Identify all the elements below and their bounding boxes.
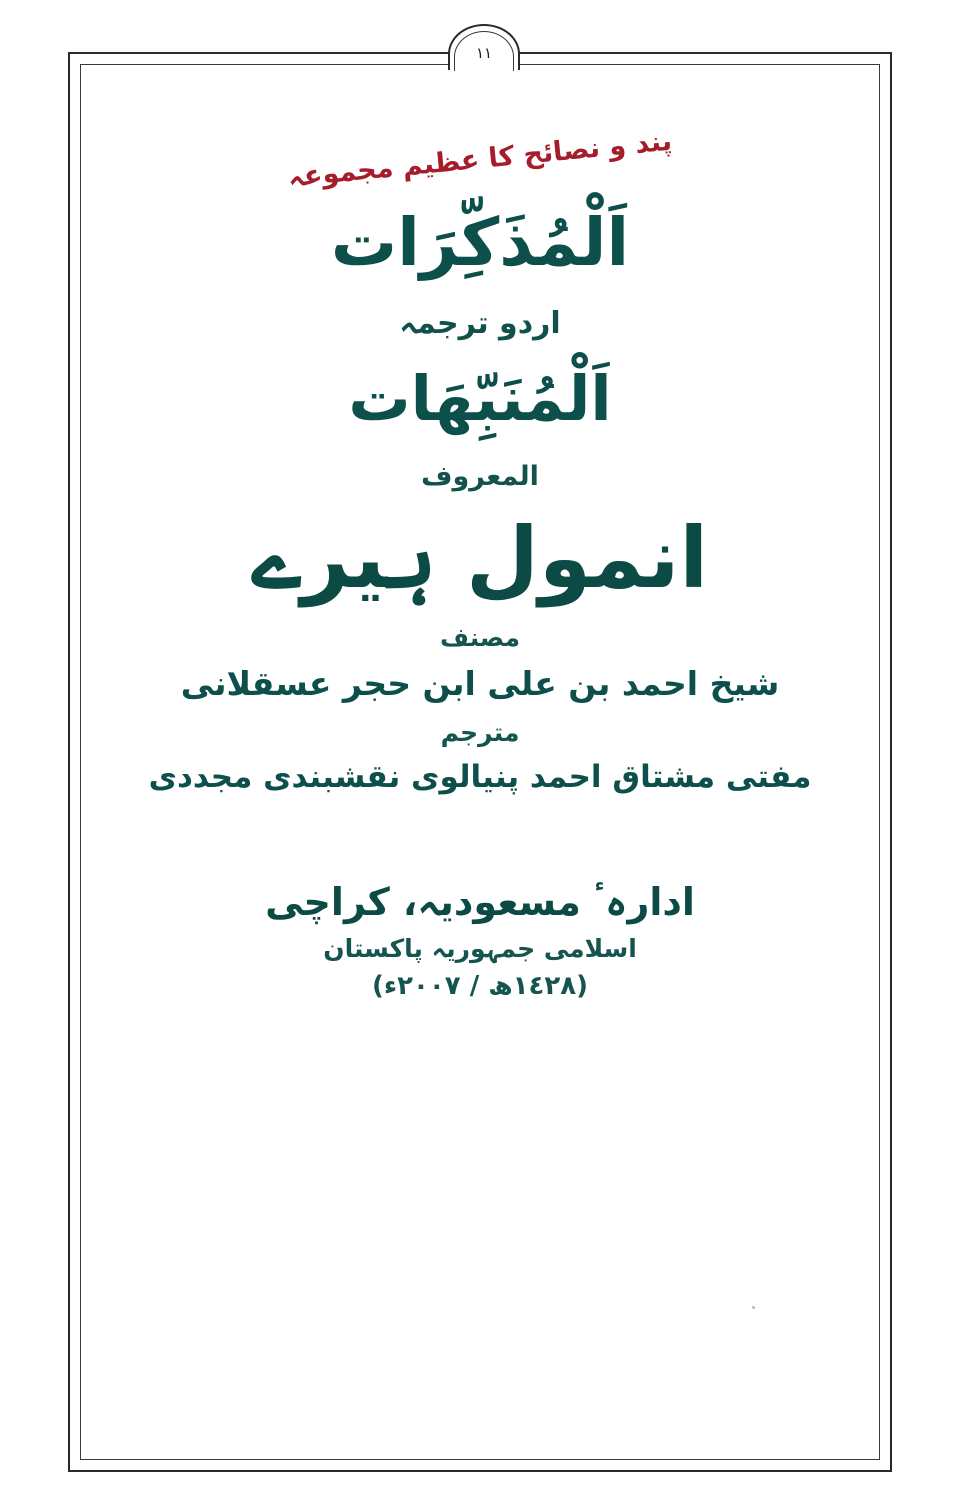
author-label: مصنف: [439, 623, 521, 653]
arabic-title-secondary: اَلْمُنَبِّهَات: [348, 362, 612, 436]
page-number: ١١: [475, 44, 493, 62]
translator-name: مفتی مشتاق احمد پنیالوی نقشبندی مجددی: [148, 758, 812, 795]
tagline: پند و نصائح کا عظیم مجموعہ: [286, 125, 674, 194]
publisher-country: اسلامی جمہوریہ پاکستان: [323, 934, 637, 964]
urdu-title: انمول ہیرے: [251, 508, 709, 607]
known-as-label: المعروف: [421, 460, 539, 492]
arabic-title-primary: اَلْمُذَكِّرَات: [330, 204, 630, 282]
translator-label: مترجم: [440, 718, 520, 748]
author-name: شیخ احمد بن علی ابن حجر عسقلانی: [180, 664, 780, 704]
publisher-name: ادارہٴ مسعودیہ، کراچی: [265, 880, 695, 925]
scan-artifact: [752, 1306, 755, 1309]
title-page-content: [96, 86, 864, 1446]
publication-years: (١٤٢٨ھ / ٢٠٠٧ء): [371, 970, 589, 1001]
translation-label: اردو ترجمہ: [399, 305, 561, 341]
